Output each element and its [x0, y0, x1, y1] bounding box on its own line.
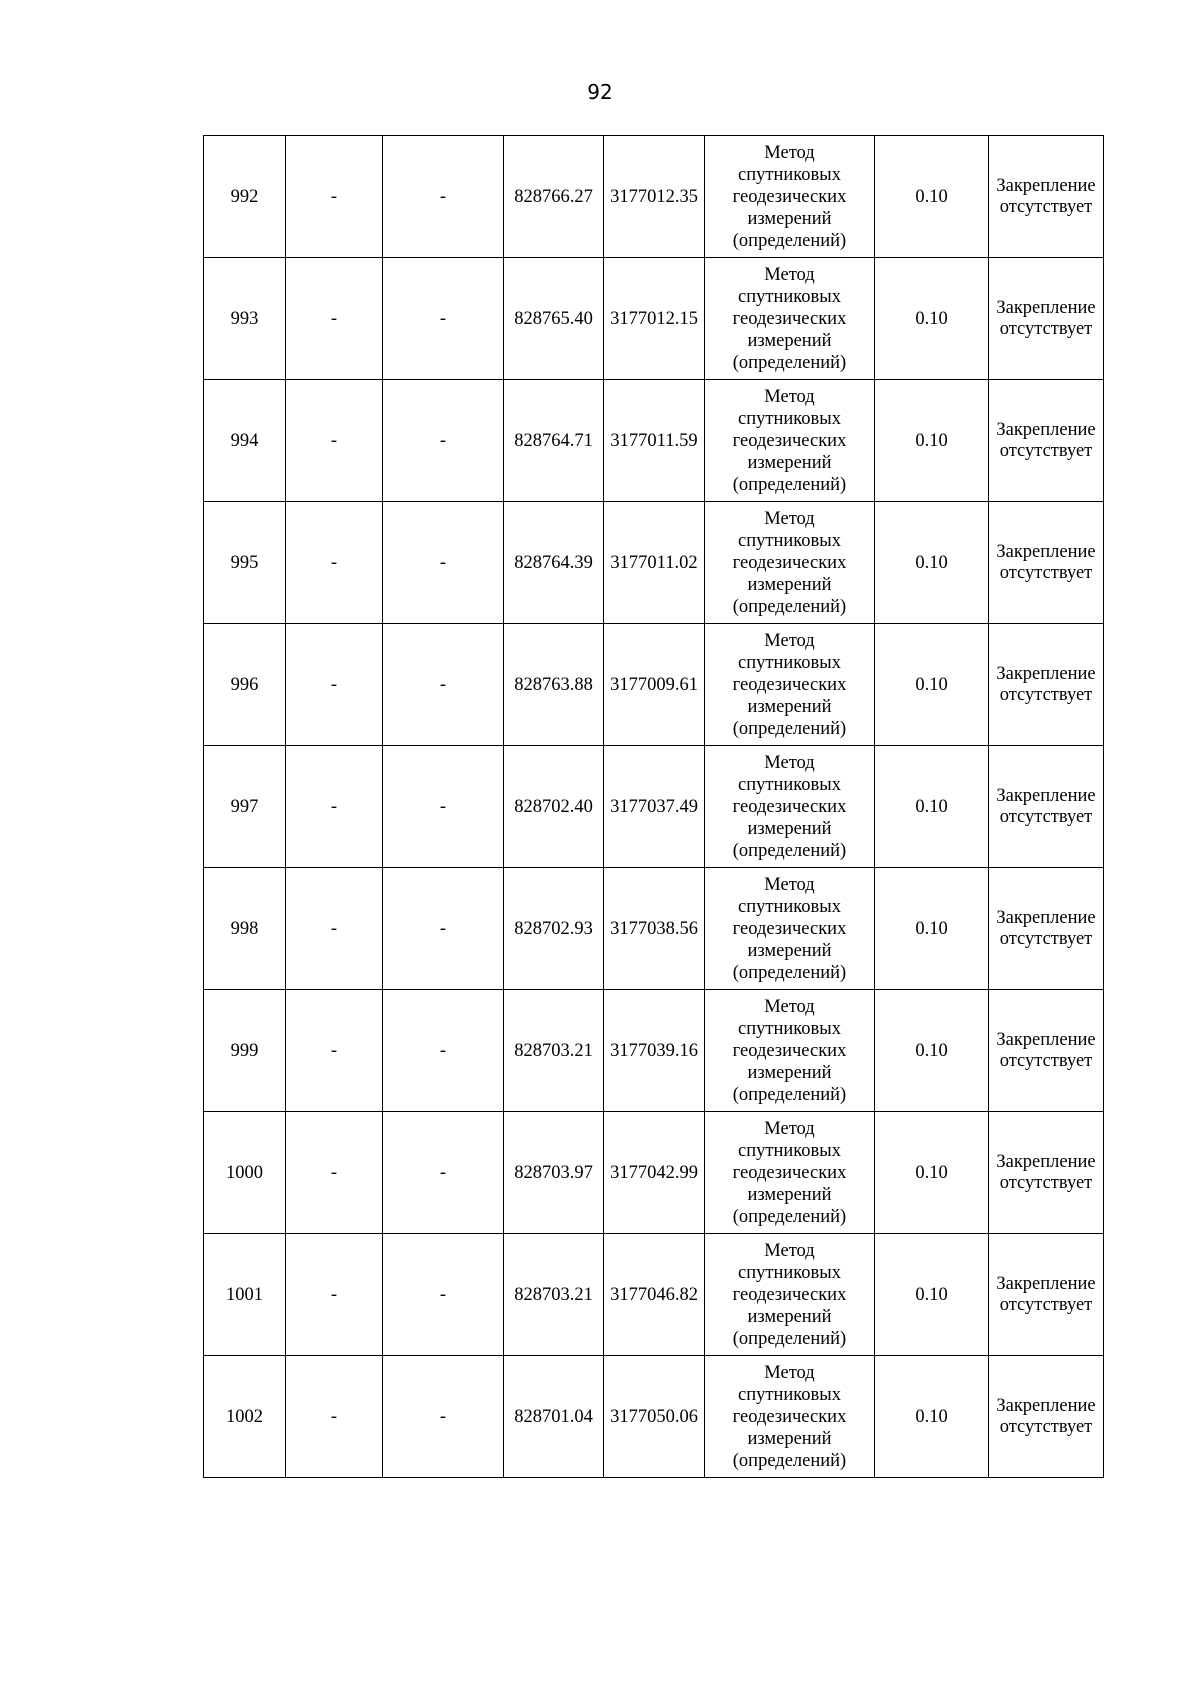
dash-cell: -: [383, 258, 504, 380]
fixation-line: Закрепление: [996, 785, 1096, 806]
y-coordinate-cell: 3177012.35: [604, 136, 705, 258]
method-cell: [705, 380, 875, 502]
method-cell: [705, 868, 875, 990]
page-number: 92: [587, 80, 613, 104]
accuracy-cell: 0.10: [875, 1112, 989, 1234]
method-line: (определений): [732, 718, 847, 739]
y-coordinate-cell: 3177050.06: [604, 1356, 705, 1478]
fixation-line: Закрепление: [996, 663, 1096, 684]
method-line: спутниковых: [738, 652, 841, 673]
point-number-cell: 995: [204, 502, 286, 624]
method-line: измерений: [747, 574, 832, 595]
fixation-cell: [989, 502, 1104, 624]
dash-cell: -: [286, 380, 383, 502]
method-line: Метод: [764, 630, 815, 651]
dash-cell: -: [383, 1234, 504, 1356]
accuracy-cell: 0.10: [875, 258, 989, 380]
method-line: спутниковых: [738, 408, 841, 429]
table-row: [204, 380, 1104, 502]
dash-cell: -: [286, 746, 383, 868]
accuracy-cell: 0.10: [875, 1234, 989, 1356]
x-coordinate-cell: 828701.04: [504, 1356, 604, 1478]
fixation-cell: [989, 990, 1104, 1112]
fixation-line: Закрепление: [996, 1273, 1096, 1294]
method-line: геодезических: [732, 186, 847, 207]
dash-cell: -: [286, 624, 383, 746]
method-line: спутниковых: [738, 1262, 841, 1283]
method-line: геодезических: [732, 796, 847, 817]
method-cell: [705, 136, 875, 258]
method-line: спутниковых: [738, 896, 841, 917]
table-row: [204, 1234, 1104, 1356]
method-line: спутниковых: [738, 286, 841, 307]
method-line: геодезических: [732, 1406, 847, 1427]
x-coordinate-cell: 828702.93: [504, 868, 604, 990]
method-line: спутниковых: [738, 1384, 841, 1405]
fixation-cell: [989, 1112, 1104, 1234]
fixation-cell: [989, 1234, 1104, 1356]
fixation-line: отсутствует: [999, 1050, 1093, 1071]
fixation-line: Закрепление: [996, 297, 1096, 318]
method-line: Метод: [764, 508, 815, 529]
method-line: Метод: [764, 1362, 815, 1383]
method-line: Метод: [764, 1118, 815, 1139]
dash-cell: -: [383, 502, 504, 624]
dash-cell: -: [286, 1234, 383, 1356]
table-row: [204, 868, 1104, 990]
method-cell: [705, 1356, 875, 1478]
method-line: (определений): [732, 1450, 847, 1471]
point-number-cell: 1002: [204, 1356, 286, 1478]
fixation-line: Закрепление: [996, 1395, 1096, 1416]
point-number-cell: 998: [204, 868, 286, 990]
method-line: (определений): [732, 1328, 847, 1349]
method-line: спутниковых: [738, 1018, 841, 1039]
dash-cell: -: [286, 258, 383, 380]
point-number-cell: 994: [204, 380, 286, 502]
method-line: геодезических: [732, 1040, 847, 1061]
method-line: спутниковых: [738, 774, 841, 795]
method-line: (определений): [732, 596, 847, 617]
dash-cell: -: [286, 136, 383, 258]
fixation-line: отсутствует: [999, 684, 1093, 705]
method-line: геодезических: [732, 1162, 847, 1183]
method-line: (определений): [732, 474, 847, 495]
method-line: (определений): [732, 1206, 847, 1227]
table-row: [204, 624, 1104, 746]
method-line: геодезических: [732, 430, 847, 451]
method-cell: [705, 1234, 875, 1356]
y-coordinate-cell: 3177042.99: [604, 1112, 705, 1234]
fixation-line: Закрепление: [996, 1029, 1096, 1050]
y-coordinate-cell: 3177038.56: [604, 868, 705, 990]
method-line: Метод: [764, 386, 815, 407]
table-row: [204, 258, 1104, 380]
table-row: [204, 1356, 1104, 1478]
method-line: измерений: [747, 1306, 832, 1327]
fixation-cell: [989, 258, 1104, 380]
fixation-line: отсутствует: [999, 928, 1093, 949]
accuracy-cell: 0.10: [875, 1356, 989, 1478]
method-cell: [705, 1112, 875, 1234]
method-line: измерений: [747, 1428, 832, 1449]
dash-cell: -: [286, 990, 383, 1112]
method-line: (определений): [732, 230, 847, 251]
x-coordinate-cell: 828764.39: [504, 502, 604, 624]
x-coordinate-cell: 828703.21: [504, 1234, 604, 1356]
fixation-line: Закрепление: [996, 1151, 1096, 1172]
y-coordinate-cell: 3177011.02: [604, 502, 705, 624]
coordinates-table-body: [204, 136, 1104, 1478]
method-line: (определений): [732, 352, 847, 373]
fixation-cell: [989, 1356, 1104, 1478]
dash-cell: -: [383, 1356, 504, 1478]
method-line: геодезических: [732, 674, 847, 695]
dash-cell: -: [383, 868, 504, 990]
method-line: геодезических: [732, 1284, 847, 1305]
dash-cell: -: [383, 136, 504, 258]
dash-cell: -: [383, 746, 504, 868]
method-line: измерений: [747, 208, 832, 229]
method-cell: [705, 258, 875, 380]
point-number-cell: 996: [204, 624, 286, 746]
accuracy-cell: 0.10: [875, 624, 989, 746]
method-line: Метод: [764, 752, 815, 773]
method-line: Метод: [764, 264, 815, 285]
y-coordinate-cell: 3177011.59: [604, 380, 705, 502]
x-coordinate-cell: 828703.21: [504, 990, 604, 1112]
dash-cell: -: [286, 502, 383, 624]
method-line: спутниковых: [738, 164, 841, 185]
fixation-line: отсутствует: [999, 196, 1093, 217]
method-cell: [705, 746, 875, 868]
fixation-cell: [989, 624, 1104, 746]
accuracy-cell: 0.10: [875, 868, 989, 990]
method-line: геодезических: [732, 552, 847, 573]
accuracy-cell: 0.10: [875, 746, 989, 868]
fixation-line: отсутствует: [999, 1172, 1093, 1193]
method-line: спутниковых: [738, 1140, 841, 1161]
fixation-cell: [989, 868, 1104, 990]
method-line: измерений: [747, 696, 832, 717]
method-cell: [705, 502, 875, 624]
method-line: измерений: [747, 330, 832, 351]
point-number-cell: 999: [204, 990, 286, 1112]
x-coordinate-cell: 828766.27: [504, 136, 604, 258]
method-line: геодезических: [732, 918, 847, 939]
method-line: Метод: [764, 1240, 815, 1261]
method-line: измерений: [747, 452, 832, 473]
method-line: (определений): [732, 840, 847, 861]
accuracy-cell: 0.10: [875, 136, 989, 258]
x-coordinate-cell: 828703.97: [504, 1112, 604, 1234]
fixation-cell: [989, 746, 1104, 868]
y-coordinate-cell: 3177009.61: [604, 624, 705, 746]
method-line: измерений: [747, 1184, 832, 1205]
method-cell: [705, 624, 875, 746]
x-coordinate-cell: 828763.88: [504, 624, 604, 746]
fixation-line: отсутствует: [999, 318, 1093, 339]
fixation-line: отсутствует: [999, 806, 1093, 827]
y-coordinate-cell: 3177046.82: [604, 1234, 705, 1356]
y-coordinate-cell: 3177039.16: [604, 990, 705, 1112]
accuracy-cell: 0.10: [875, 990, 989, 1112]
y-coordinate-cell: 3177037.49: [604, 746, 705, 868]
fixation-cell: [989, 136, 1104, 258]
x-coordinate-cell: 828765.40: [504, 258, 604, 380]
method-line: спутниковых: [738, 530, 841, 551]
method-line: измерений: [747, 818, 832, 839]
coordinates-table: [203, 135, 1104, 1478]
fixation-line: Закрепление: [996, 907, 1096, 928]
fixation-cell: [989, 380, 1104, 502]
table-row: [204, 502, 1104, 624]
dash-cell: -: [383, 624, 504, 746]
table-row: [204, 136, 1104, 258]
fixation-line: отсутствует: [999, 1294, 1093, 1315]
method-line: Метод: [764, 142, 815, 163]
point-number-cell: 993: [204, 258, 286, 380]
table-row: [204, 746, 1104, 868]
method-line: измерений: [747, 1062, 832, 1083]
accuracy-cell: 0.10: [875, 502, 989, 624]
method-line: геодезических: [732, 308, 847, 329]
accuracy-cell: 0.10: [875, 380, 989, 502]
method-line: Метод: [764, 874, 815, 895]
dash-cell: -: [383, 990, 504, 1112]
dash-cell: -: [383, 1112, 504, 1234]
fixation-line: Закрепление: [996, 419, 1096, 440]
fixation-line: Закрепление: [996, 175, 1096, 196]
method-line: измерений: [747, 940, 832, 961]
dash-cell: -: [286, 1112, 383, 1234]
method-line: (определений): [732, 1084, 847, 1105]
x-coordinate-cell: 828702.40: [504, 746, 604, 868]
point-number-cell: 1000: [204, 1112, 286, 1234]
x-coordinate-cell: 828764.71: [504, 380, 604, 502]
table-row: [204, 990, 1104, 1112]
fixation-line: Закрепление: [996, 541, 1096, 562]
dash-cell: -: [286, 868, 383, 990]
method-line: (определений): [732, 962, 847, 983]
y-coordinate-cell: 3177012.15: [604, 258, 705, 380]
table-row: [204, 1112, 1104, 1234]
point-number-cell: 1001: [204, 1234, 286, 1356]
dash-cell: -: [383, 380, 504, 502]
method-cell: [705, 990, 875, 1112]
fixation-line: отсутствует: [999, 440, 1093, 461]
point-number-cell: 997: [204, 746, 286, 868]
method-line: Метод: [764, 996, 815, 1017]
dash-cell: -: [286, 1356, 383, 1478]
fixation-line: отсутствует: [999, 562, 1093, 583]
fixation-line: отсутствует: [999, 1416, 1093, 1437]
point-number-cell: 992: [204, 136, 286, 258]
